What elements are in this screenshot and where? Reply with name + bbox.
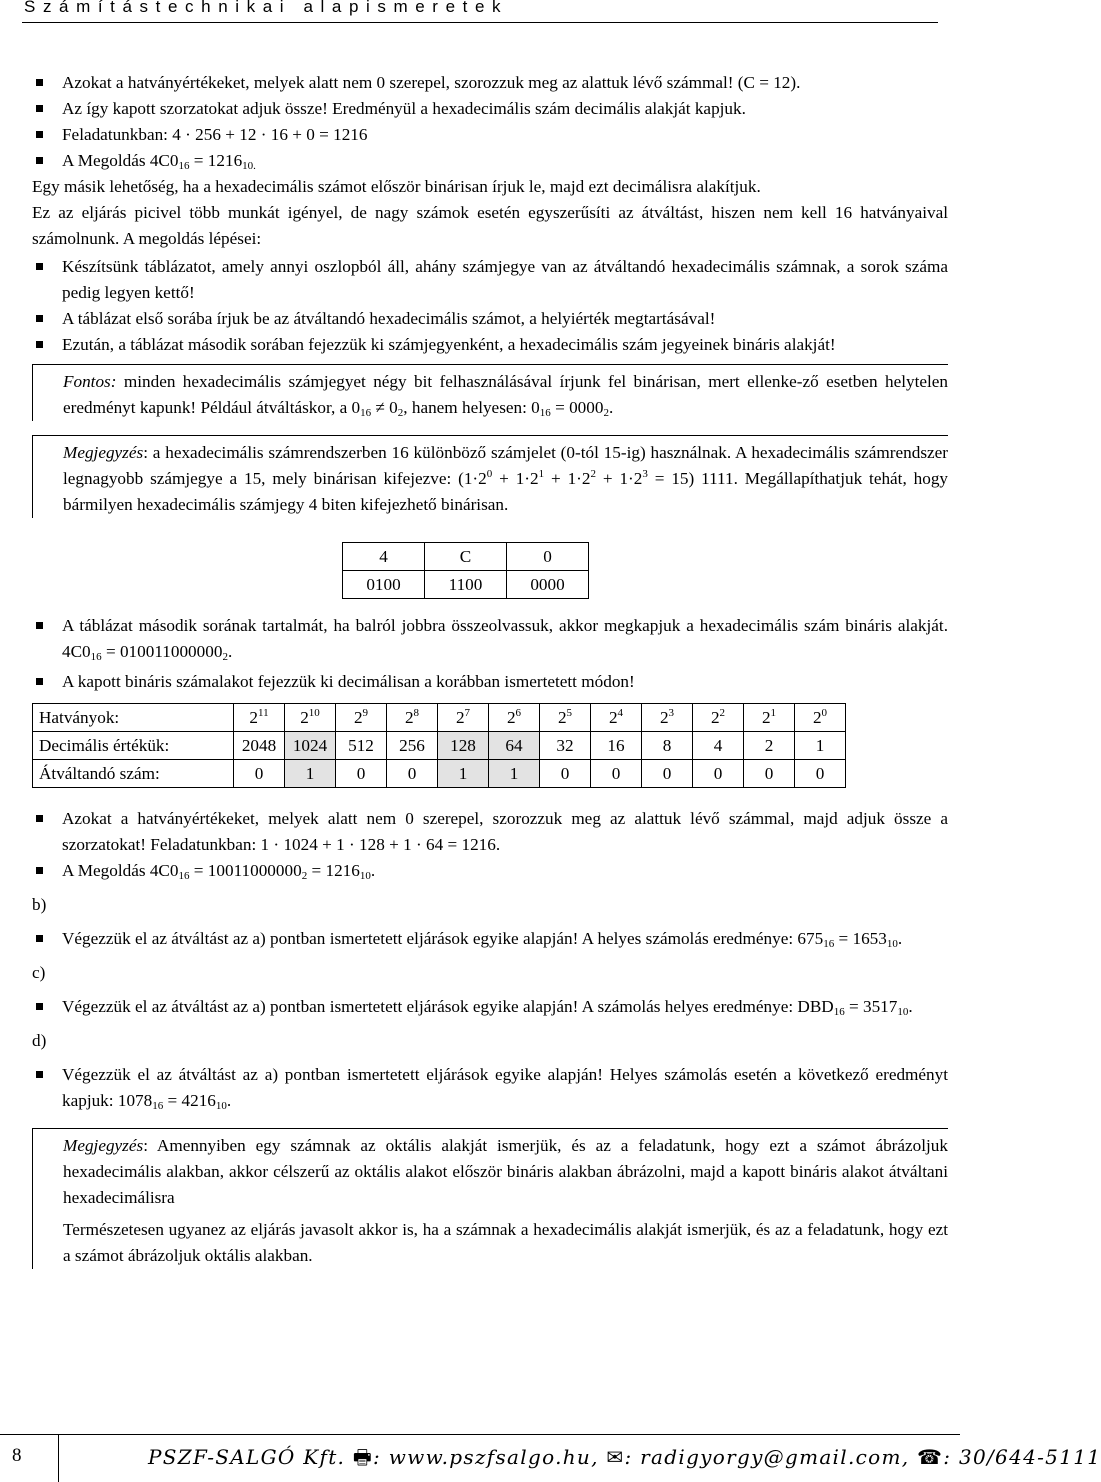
bullet-item: A táblázat második sorának tartalmát, ha balról jobbra összeolvassuk, akkor megkapjuk a hexadecimális szám bináris alakját. $4C0_{16} = 010011000000_2$.: [32, 613, 948, 665]
decimal-cell: 32: [540, 732, 591, 760]
decimal-cell: 1024: [285, 732, 336, 760]
decimal-cell: 16: [591, 732, 642, 760]
note-label: Megjegyzés: [63, 443, 144, 462]
bullet-item: Végezzük el az átváltást az a) pontban ismertetett eljárások egyike alapján! Helyes számolás esetén a következő eredményt kapjuk: $1078_{16} = 4216_{10}$.: [32, 1062, 948, 1114]
decimal-cell: 8: [642, 732, 693, 760]
table-cell: 0: [507, 543, 589, 571]
power-cell: $2^2$: [693, 704, 744, 732]
digit-cell: 0: [744, 760, 795, 788]
digit-cell: 0: [387, 760, 438, 788]
table-cell: 0000: [507, 571, 589, 599]
footer-divider: [58, 1435, 59, 1482]
hex-binary-table: [342, 542, 589, 599]
power-cell: $2^7$: [438, 704, 489, 732]
paragraph: Egy másik lehetőség, ha a hexadecimális számot először binárisan írjuk le, majd ezt decimálisra alakítjuk.: [32, 177, 761, 196]
table-cell: 1100: [425, 571, 507, 599]
table-row: [343, 571, 589, 599]
table-row: [33, 732, 846, 760]
page-number: 8: [12, 1445, 22, 1466]
page-header: [22, 0, 938, 23]
bullet-item: Végezzük el az átváltást az a) pontban ismertetett eljárások egyike alapján! A számolás helyes eredménye: $DBD_{16} = 3517_{10}$.: [32, 994, 948, 1020]
power-table: [32, 703, 846, 788]
row-label: Átváltandó szám:: [33, 760, 234, 788]
website[interactable]: : www.pszfsalgo.hu,: [373, 1445, 599, 1469]
digit-cell: 1: [489, 760, 540, 788]
note-paragraph: Természetesen ugyanez az eljárás javasolt akkor is, ha a számnak a hexadecimális alakját ismerjük, és az a feladatunk, hogy ezt a számot ábrázoljuk oktális alakban.: [63, 1220, 948, 1265]
company-name: PSZF-SALGÓ Kft.: [148, 1445, 346, 1469]
important-note: Fontos: minden hexadecimális számjegyet négy bit felhasználásával írjunk fel binárisan, mert ellenke-ző esetben helytelen eredményt kapunk! Például átváltáskor, a $0_{16} \ne 0_2$, hanem helyesen: $0_{16} = 0000_2$.: [32, 364, 948, 421]
bullet-item: Azokat a hatványértékeket, melyek alatt nem 0 szerepel, szorozzuk meg az alattuk lévő számmal! (C = 12).: [32, 70, 948, 96]
power-cell: $2^3$: [642, 704, 693, 732]
bullet-item: Azokat a hatványértékeket, melyek alatt nem 0 szerepel, szorozzuk meg az alattuk lévő számmal, majd adjuk össze a szorzatokat! Feladatunkban: 1 · 1024 + 1 · 128 + 1 · 64 = 1216.: [32, 806, 948, 858]
power-cell: $2^9$: [336, 704, 387, 732]
digit-cell: 1: [438, 760, 489, 788]
digit-cell: 0: [693, 760, 744, 788]
decimal-cell: 128: [438, 732, 489, 760]
row-label: Hatványok:: [33, 704, 234, 732]
section-letter: b): [32, 895, 47, 914]
note-label: Megjegyzés: [63, 1136, 144, 1155]
phone: : 30/644-5111: [943, 1445, 1101, 1469]
bullet-item: Készítsünk táblázatot, amely annyi oszlopból áll, ahány számjegye van az átváltandó hexadecimális számnak, a sorok száma pedig legyen kettő!: [32, 254, 948, 306]
power-cell: $2^{10}$: [285, 704, 336, 732]
power-cell: $2^5$: [540, 704, 591, 732]
digit-cell: 0: [795, 760, 846, 788]
page-footer: [0, 1434, 1101, 1482]
text: = 1216: [189, 151, 243, 170]
remark-note: Megjegyzés: a hexadecimális számrendszerben 16 különböző számjelet (0-tól 15-ig) használnak. A hexadecimális számrendszer legnagyobb számjegye a 15, mely binárisan kifejezve: $(1\cdot 2^0 + 1\cdot 2^1 + 1\cdot 2^2 + 1\cdot 2^3 = 15)$ 1111. Megállapíthatjuk tehát, hogy bármilyen hexadecimális számjegy 4 biten kifejezhető binárisan.: [32, 435, 948, 518]
header-title: Számítástechnikai alapismeretek: [24, 0, 509, 16]
digit-cell: 0: [540, 760, 591, 788]
table-row: [33, 704, 846, 732]
table-row: [343, 543, 589, 571]
bullet-item: A kapott bináris számalakot fejezzük ki decimálisan a korábban ismertetett módon!: [32, 669, 948, 695]
section-letter: c): [32, 963, 46, 982]
power-cell: $2^0$: [795, 704, 846, 732]
page-content: [32, 70, 948, 1269]
table-cell: C: [425, 543, 507, 571]
digit-cell: 0: [591, 760, 642, 788]
digit-cell: 0: [642, 760, 693, 788]
decimal-cell: 512: [336, 732, 387, 760]
remark-note: Megjegyzés: Amennyiben egy számnak az oktális alakját ismerjük, és az a feladatunk, hogy ezt a számot ábrázoljuk hexadecimális alakban, akkor célszerű az oktális alakot először bináris alakban ábrázolni, majd a kapott bináris alakot átváltani hexadecimálisra Természetesen ugyanez az eljárás javasolt akkor is, ha a számnak a hexadecimális alakját ismerjük, és az a feladatunk, hogy ezt a számot ábrázoljuk oktális alakban.: [32, 1128, 948, 1269]
bullet-item: Ezután, a táblázat második sorában fejezzük ki számjegyenként, a hexadecimális szám jegyeinek bináris alakját!: [32, 332, 948, 358]
table-row: [33, 760, 846, 788]
mail-icon: ✉: [606, 1445, 625, 1469]
paragraph: Ez az eljárás picivel több munkát igényel, de nagy számok esetén egyszerűsíti az átváltást, hiszen nem kell 16 hatványaival számolnunk. A megoldás lépései:: [32, 203, 948, 248]
table-cell: 0100: [343, 571, 425, 599]
digit-cell: 0: [336, 760, 387, 788]
power-cell: $2^6$: [489, 704, 540, 732]
note-label: Fontos:: [63, 372, 117, 391]
decimal-cell: 256: [387, 732, 438, 760]
power-cell: $2^1$: [744, 704, 795, 732]
bullet-item: Feladatunkban: 4 · 256 + 12 · 16 + 0 = 1216: [32, 122, 948, 148]
bullet-item: A táblázat első sorába írjuk be az átváltandó hexadecimális számot, a helyiérték megtartásával!: [32, 306, 948, 332]
bullet-item: A Megoldás $4C0_{16} = 10011000000_2 = 1216_{10}$.: [32, 858, 948, 884]
row-label: Decimális értékük:: [33, 732, 234, 760]
footer-contact: [148, 1443, 1101, 1477]
digit-cell: 0: [234, 760, 285, 788]
power-cell: $2^4$: [591, 704, 642, 732]
digit-cell: 1: [285, 760, 336, 788]
decimal-cell: 2: [744, 732, 795, 760]
bullet-item: [32, 148, 948, 174]
decimal-cell: 4: [693, 732, 744, 760]
computer-icon: 🖶: [352, 1445, 374, 1469]
subscript: 10.: [242, 160, 256, 172]
phone-icon: ☎: [917, 1445, 944, 1469]
decimal-cell: 2048: [234, 732, 285, 760]
section-letter: d): [32, 1031, 47, 1050]
decimal-cell: 64: [489, 732, 540, 760]
table-cell: 4: [343, 543, 425, 571]
power-cell: $2^8$: [387, 704, 438, 732]
power-cell: $2^{11}$: [234, 704, 285, 732]
subscript: 16: [178, 160, 190, 172]
bullet-item: Végezzük el az átváltást az a) pontban ismertetett eljárások egyike alapján! A helyes számolás eredménye: $675_{16} = 1653_{10}$.: [32, 926, 948, 952]
text: A Megoldás 4C0: [62, 151, 179, 170]
email[interactable]: : radigyorgy@gmail.com,: [624, 1445, 910, 1469]
bullet-item: Az így kapott szorzatokat adjuk össze! Eredményül a hexadecimális szám decimális alakját kapjuk.: [32, 96, 948, 122]
decimal-cell: 1: [795, 732, 846, 760]
